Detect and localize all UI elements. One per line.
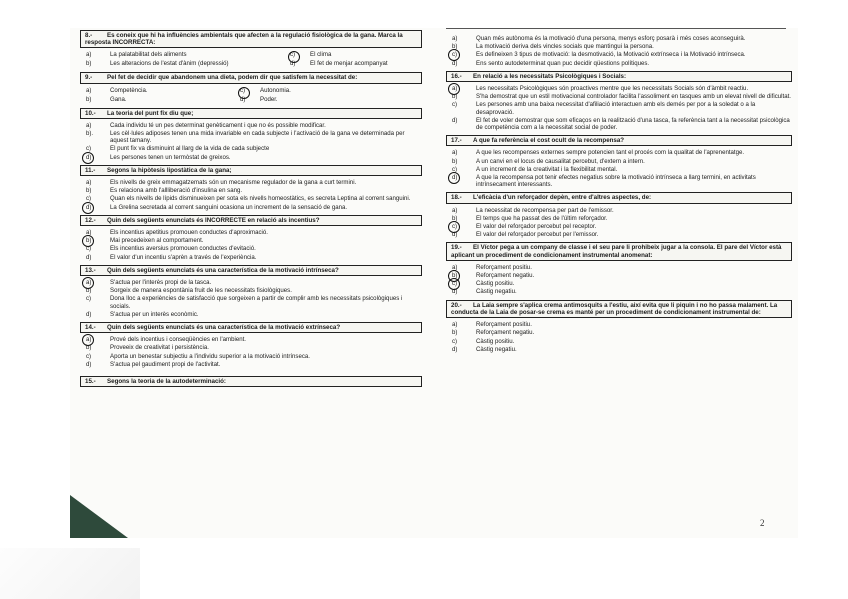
option-text: El valor d'un incentiu s'aprèn a través de l'experiència. — [110, 253, 257, 261]
option-text: Sorgeix de manera espontània fruit de les necessitats fisiològiques. — [110, 287, 292, 295]
question-13-options — [80, 279, 422, 318]
question-text: En relació a les necessitats Psicològiques i Socials: — [473, 72, 627, 80]
option-letter: b) — [452, 214, 458, 222]
option-text: Proveeix de creativitat i persistència. — [110, 344, 209, 352]
question-15-options — [446, 35, 792, 67]
option-letter: b) — [452, 272, 458, 280]
option-letter: c) — [86, 245, 92, 253]
option-letter: d) — [452, 288, 458, 296]
option-text: El valor del reforçador percebut per l'emissor. — [476, 231, 599, 239]
option-text: Les persones amb una baixa necessitat d'afiliació interactuen amb els demés per por a la soledat o a la desaprovació. — [476, 101, 756, 116]
option-text: S'actua pel gaudiment propi de l'activitat. — [110, 360, 221, 368]
option-d — [446, 288, 792, 295]
option-a — [446, 85, 792, 92]
option-letter: c) — [452, 51, 458, 59]
question-18-options — [446, 207, 792, 239]
exam-page — [70, 28, 798, 538]
option-text: Reforçament positiu. — [476, 321, 532, 329]
option-letter: a) — [86, 336, 92, 344]
option-c — [80, 245, 422, 252]
question-10-header — [80, 108, 422, 119]
option-letter: c) — [86, 145, 92, 153]
option-letter: c) — [86, 352, 92, 360]
question-16-options — [446, 85, 792, 131]
option-letter: b) — [452, 93, 458, 101]
question-20-header — [446, 300, 792, 318]
option-text: El fet de voler demostrar que som eficaços en la realització d'una tasca, fa referència tant a la necessitat psicològica de competència com a la necessitat social de poder. — [476, 116, 790, 132]
option-c — [80, 295, 422, 309]
option-letter: a) — [452, 85, 458, 93]
option-letter: a) — [86, 279, 92, 287]
question-20-options — [446, 321, 792, 353]
option-letter: b) — [86, 344, 92, 352]
option-d — [446, 117, 792, 131]
option-c — [446, 280, 792, 287]
option-text: Càstig negatiu. — [476, 345, 517, 353]
question-number: 13.- — [85, 266, 96, 274]
question-8-options-row1 — [80, 51, 422, 59]
option-letter: d) — [86, 360, 92, 368]
option-letter: c) — [240, 86, 246, 94]
option-letter: c) — [452, 337, 458, 345]
option-letter: a) — [452, 206, 458, 214]
option-letter: a) — [86, 179, 92, 187]
option-text: Ens sento autodeterminat quan puc decidir qüestions polítiques. — [476, 59, 650, 67]
question-number: 14.- — [85, 324, 96, 332]
option-c — [80, 353, 422, 360]
option-d — [80, 204, 422, 211]
option-b — [80, 237, 422, 244]
left-column — [80, 28, 422, 390]
option-letter: d) — [452, 116, 458, 124]
scan-corner-shadow — [70, 495, 128, 538]
option-text: Gana. — [110, 95, 127, 103]
option-text: Càstig positiu. — [476, 280, 515, 288]
option-letter: a) — [86, 121, 92, 129]
option-c — [446, 338, 792, 345]
option-a — [446, 321, 792, 328]
option-text: Càstig positiu. — [476, 337, 515, 345]
option-text: Autonomia. — [260, 86, 291, 94]
option-a — [80, 336, 422, 343]
option-text: Dona lloc a experiències de satisfacció que sorgeixen a partir de complir amb les necessitats psicològiques i socials. — [110, 295, 403, 310]
question-13-header — [80, 265, 422, 276]
question-number: 19.- — [451, 244, 462, 252]
question-10-options — [80, 122, 422, 161]
option-letter: a) — [452, 321, 458, 329]
option-a — [80, 122, 422, 129]
option-letter: b) — [452, 43, 458, 51]
question-number: 18.- — [451, 194, 462, 202]
question-14-header — [80, 322, 422, 333]
question-17-options — [446, 149, 792, 188]
question-number: 8.- — [85, 32, 93, 39]
option-letter: d) — [452, 174, 458, 182]
option-d — [446, 231, 792, 238]
option-letter: a) — [452, 35, 458, 42]
option-letter: c) — [452, 280, 458, 288]
option-letter: a) — [452, 149, 458, 157]
option-text: Cada individu té un pes determinat genèticament i que no és possible modificar. — [110, 121, 326, 129]
option-a — [80, 179, 422, 186]
option-text: La palatabilitat dels aliments — [110, 51, 187, 59]
option-b — [446, 158, 792, 165]
option-text: S'actua per un interès econòmic. — [110, 310, 199, 318]
question-text: El Víctor pega a un company de classe i el seu pare li prohibeix jugar a la consola. El pare del Víctor està aplicant un procediment de condicionament instrumental anomenat: — [451, 244, 782, 259]
option-text: Mai precedeixen al comportament. — [110, 237, 204, 245]
option-b — [80, 187, 422, 194]
question-number: 9.- — [85, 74, 93, 82]
option-text: Les cèl·lules adiposes tenen una mida invariable en cada subjecte i l'activació de la gana ve determinada per aquest tamany. — [110, 130, 405, 145]
option-letter: d) — [452, 345, 458, 353]
question-text: Quin dels següents enunciats és INCORRECTE en relació als incentius? — [107, 216, 320, 224]
question-9-header — [80, 72, 422, 83]
option-d — [446, 60, 792, 67]
option-letter: d) — [452, 59, 458, 67]
option-text: Quan els nivells de lípids disminueixen per sota els nivells homeostàtics, es secreta Leptina al corrent sanguini. — [110, 195, 411, 203]
option-letter: a) — [86, 86, 92, 94]
option-letter: d) — [86, 310, 92, 318]
option-letter: b) — [86, 237, 92, 245]
option-a — [446, 264, 792, 271]
option-text: El fet de menjar acompanyat — [310, 60, 388, 68]
option-text: A un increment de la creativitat i la flexibilitat mental. — [476, 165, 618, 173]
option-a — [80, 279, 422, 286]
option-b — [80, 130, 422, 144]
option-text: La Grelina secretada al corrent sanguini ocasiona un increment de la sensació de gana. — [110, 203, 348, 211]
option-d — [80, 311, 422, 318]
question-text: Es coneix que hi ha influències ambientals que afecten a la regulació fisiològica de la gana. Marca la resposta INCORRECTA: — [85, 32, 403, 47]
option-text: El valor del reforçador percebut pel receptor. — [476, 223, 597, 231]
question-text: La teoria del punt fix diu que; — [107, 109, 194, 117]
question-text: Quin dels següents enunciats és una característica de la motivació intrínseca? — [107, 266, 339, 274]
option-text: Reforçament positiu. — [476, 263, 532, 271]
question-number: 16.- — [451, 72, 462, 80]
option-text: Càstig negatiu. — [476, 288, 517, 296]
question-17-header — [446, 135, 792, 146]
scan-smudge — [0, 548, 140, 599]
option-b — [80, 344, 422, 351]
right-column — [446, 34, 792, 354]
option-letter: d) — [290, 60, 296, 68]
question-14-options — [80, 336, 422, 368]
option-text: Aporta un benestar subjectiu a l'individu superior a la motivació intrínseca. — [110, 352, 310, 360]
option-text: Les alteracions de l'estat d'ànim (depressió) — [110, 60, 229, 68]
option-text: Reforçament negatiu. — [476, 272, 535, 280]
option-letter: b) — [86, 60, 92, 68]
option-c — [446, 101, 792, 115]
question-number: 15.- — [85, 378, 96, 386]
option-letter: d) — [86, 153, 92, 161]
question-number: 12.- — [85, 216, 96, 224]
question-text: Segons la hipòtesis lipostàtica de la gana; — [107, 166, 232, 174]
option-text: La necessitat de recompensa per part de l'emissor. — [476, 206, 614, 214]
option-text: Es defineixen 3 tipus de motivació: la desmotivació, la Motivació extrínseca i la Motivació intrínseca. — [476, 51, 746, 59]
option-d — [80, 361, 422, 368]
option-letter: d) — [86, 253, 92, 261]
question-18-header — [446, 192, 792, 203]
option-letter: a) — [86, 229, 92, 237]
option-text: La motivació deriva dels vincles socials que mantingui la persona. — [476, 43, 654, 51]
option-letter: d) — [240, 95, 246, 103]
option-text: Les persones tenen un termòstat de greixos. — [110, 153, 231, 161]
question-number: 11.- — [85, 166, 96, 174]
question-number: 10.- — [85, 109, 96, 117]
question-text: Segons la teoria de la autodeterminació: — [107, 378, 226, 386]
option-letter: c) — [452, 165, 458, 173]
question-number: 20.- — [451, 301, 462, 309]
option-a — [446, 207, 792, 214]
option-c — [446, 51, 792, 58]
option-b — [446, 43, 792, 50]
option-letter: b) — [452, 157, 458, 165]
option-text: El clima — [310, 51, 332, 59]
page-number: 2 — [760, 518, 765, 528]
question-9-options-row2 — [80, 96, 422, 104]
question-8-options-row2 — [80, 60, 422, 68]
option-letter: d) — [452, 231, 458, 239]
question-11-header — [80, 165, 422, 176]
option-b — [446, 93, 792, 100]
question-19-options — [446, 264, 792, 296]
option-letter: c) — [86, 295, 92, 303]
option-d — [80, 154, 422, 161]
option-letter: a) — [452, 263, 458, 271]
option-text: S'actua per l'interès propi de la tasca. — [110, 279, 212, 287]
option-letter: c) — [452, 101, 458, 109]
option-text: Reforçament negatiu. — [476, 329, 535, 337]
question-8-header — [80, 30, 422, 48]
option-text: Quan més autònoma és la motivació d'una persona, menys esforç posarà i més coses aconseguirà. — [476, 35, 746, 42]
option-text: A que la recompensa pot tenir efectes negatius sobre la motivació intrínseca a llarg termini, en activitats intrínsecament interessants. — [476, 174, 756, 189]
option-a — [446, 149, 792, 156]
question-12-options — [80, 229, 422, 261]
option-letter: c) — [290, 51, 296, 59]
option-d — [80, 254, 422, 261]
question-19-header — [446, 242, 792, 260]
option-text: Els incentius aversius promouen conductes d'evitació. — [110, 245, 256, 253]
option-text: El punt fix va disminuint al llarg de la vida de cada subjecte — [110, 145, 270, 153]
option-b — [80, 287, 422, 294]
option-a — [80, 229, 422, 236]
option-d — [446, 346, 792, 353]
option-d — [446, 174, 792, 188]
option-b — [446, 215, 792, 222]
option-text: A un canvi en el locus de causalitat percebut, d'extern a intern. — [476, 157, 645, 165]
question-text: Quin dels següents enunciats és una característica de la motivació extrínseca? — [107, 324, 341, 332]
option-letter: a) — [86, 51, 92, 59]
option-b — [446, 272, 792, 279]
option-c — [446, 166, 792, 173]
option-letter: b) — [452, 329, 458, 337]
option-text: A que les recompenses externes sempre potencien tant el procés com la qualitat de l'aprenentatge. — [476, 149, 745, 157]
option-text: Poder. — [260, 95, 278, 103]
option-text: Els nivells de greix emmagatzemats són un mecanisme regulador de la gana a curt termini. — [110, 179, 357, 187]
option-letter: c) — [452, 223, 458, 231]
option-c — [80, 195, 422, 202]
option-text: El temps que ha passat des de l'últim reforçador. — [476, 214, 608, 222]
column-top-rule — [446, 28, 786, 29]
option-letter: c) — [86, 195, 92, 203]
question-9-options-row1 — [80, 87, 422, 95]
option-a — [446, 35, 792, 42]
option-letter: b) — [86, 187, 92, 195]
option-b — [446, 329, 792, 336]
question-text: A que fa referència el cost ocult de la recompensa? — [473, 137, 625, 145]
question-text: L'eficàcia d'un reforçador depèn, entre d'altres aspectes, de: — [473, 194, 652, 202]
option-letter: b). — [86, 130, 94, 138]
option-text: Es relaciona amb l'allliberació d'insulina en sang. — [110, 187, 243, 195]
question-16-header — [446, 71, 792, 82]
option-text: Les necessitats Psicològiques són proactives mentre que les necessitats Socials són d'àmbit reactiu. — [476, 85, 749, 93]
option-text: S'ha demostrat que un estil motivacional controlador facilita l'assoliment en tasques amb un elevat nivell de dificultat. — [476, 93, 791, 101]
option-letter: b) — [86, 287, 92, 295]
question-12-header — [80, 215, 422, 226]
question-15-header — [80, 376, 422, 387]
option-c — [80, 145, 422, 152]
option-c — [446, 223, 792, 230]
question-text: La Laia sempre s'aplica crema antimosquits a l'estiu, així evita que li piquin i no ho passa malament. La conducta de la Laia de posar-se crema es manté per un procediment de condicionament instrumental de: — [451, 301, 778, 316]
option-text: Competència. — [110, 86, 148, 94]
question-11-options — [80, 179, 422, 211]
question-text: Pel fet de decidir que abandonem una dieta, podem dir que satisfem la necessitat de: — [107, 74, 358, 82]
option-letter: d) — [86, 203, 92, 211]
option-text: Prové dels incentius i conseqüències en l'ambient. — [110, 336, 246, 344]
question-number: 17.- — [451, 137, 462, 145]
option-text: Els incentius apetitius promouen conductes d'aproximació. — [110, 229, 268, 237]
option-letter: b) — [86, 95, 92, 103]
